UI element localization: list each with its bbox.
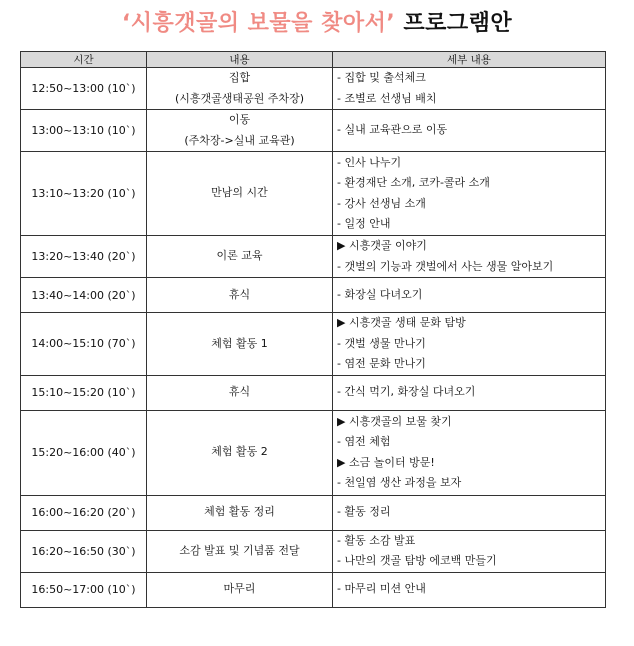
detail-line: - 일정 안내: [337, 217, 391, 230]
time-cell: 13:40~14:00 (20`): [21, 278, 147, 313]
schedule-table: [20, 51, 606, 608]
detail-cell: [333, 152, 606, 236]
content-cell: [147, 110, 333, 152]
content-cell: [147, 313, 333, 376]
header-row: [21, 52, 606, 68]
detail-line: - 실내 교육관으로 이동: [337, 123, 448, 137]
detail-line: - 염전 문화 만나기: [337, 357, 426, 370]
table-row: [21, 495, 606, 530]
content-line: 체험 활동 정리: [204, 505, 275, 519]
detail-line: - 염전 체험: [337, 435, 391, 448]
content-cell: [147, 278, 333, 313]
content-cell: [147, 152, 333, 236]
time-cell: 13:20~13:40 (20`): [21, 236, 147, 278]
detail-line: - 활동 소감 발표: [337, 533, 416, 547]
time-cell: 14:00~15:10 (70`): [21, 313, 147, 376]
table-row: [21, 572, 606, 607]
content-line: (시흥갯골생태공원 주차장): [175, 91, 304, 105]
table-row: [21, 410, 606, 495]
content-line: (주차장->실내 교육관): [184, 133, 295, 147]
time-cell: 12:50~13:00 (10`): [21, 68, 147, 110]
content-line: 휴식: [228, 287, 251, 301]
header-details: 세부 내용: [333, 52, 606, 68]
content-cell: [147, 68, 333, 110]
detail-cell: [333, 68, 606, 110]
detail-cell: [333, 375, 606, 410]
detail-cell: [333, 236, 606, 278]
detail-line: - 갯벌의 기능과 갯벌에서 사는 생물 알아보기: [337, 259, 554, 273]
detail-line: - 간식 먹기, 화장실 다녀오기: [337, 385, 476, 399]
content-line: 마무리: [223, 582, 256, 596]
content-line: 이동: [228, 113, 251, 126]
table-row: [21, 530, 606, 572]
detail-line: - 조별로 선생님 배치: [337, 91, 437, 105]
table-row: [21, 152, 606, 236]
content-line: 소감 발표 및 기념품 전달: [179, 543, 300, 557]
title-accent: ‘시흥갯골의 보물을 찾아서’: [121, 11, 396, 36]
content-line: 집합: [228, 71, 251, 84]
time-cell: 13:00~13:10 (10`): [21, 110, 147, 152]
time-cell: 15:10~15:20 (10`): [21, 375, 147, 410]
content-line: 이론 교육: [216, 249, 263, 263]
detail-line: - 마무리 미션 안내: [337, 582, 426, 596]
table-row: [21, 278, 606, 313]
detail-line: ▶ 시흥갯골 생태 문화 탐방: [337, 316, 466, 329]
header-content: 내용: [147, 52, 333, 68]
detail-line: ▶ 시흥갯골의 보물 찾기: [337, 414, 452, 428]
content-cell: [147, 410, 333, 495]
page-title: [0, 6, 634, 37]
content-cell: [147, 236, 333, 278]
content-line: 휴식: [228, 385, 251, 399]
detail-cell: [333, 278, 606, 313]
time-cell: 16:00~16:20 (20`): [21, 495, 147, 530]
content-line: 체험 활동 2: [211, 445, 268, 459]
detail-cell: [333, 110, 606, 152]
detail-line: ▶ 시흥갯골 이야기: [337, 239, 427, 252]
content-cell: [147, 530, 333, 572]
detail-line: - 강사 선생님 소개: [337, 196, 426, 210]
time-cell: 16:20~16:50 (30`): [21, 530, 147, 572]
detail-line: - 환경재단 소개, 코카-콜라 소개: [337, 176, 490, 189]
table-row: [21, 313, 606, 376]
detail-line: - 나만의 갯골 탐방 에코백 만들기: [337, 554, 497, 567]
detail-line: - 집합 및 출석체크: [337, 71, 426, 84]
detail-line: ▶ 소금 놀이터 방문!: [337, 455, 435, 469]
detail-cell: [333, 495, 606, 530]
time-cell: 13:10~13:20 (10`): [21, 152, 147, 236]
content-cell: [147, 375, 333, 410]
content-line: 만남의 시간: [211, 186, 268, 200]
title-plain: 프로그램안: [403, 11, 513, 36]
detail-cell: [333, 313, 606, 376]
time-cell: 15:20~16:00 (40`): [21, 410, 147, 495]
table-row: [21, 68, 606, 110]
detail-line: - 인사 나누기: [337, 155, 402, 169]
detail-line: - 갯벌 생물 만나기: [337, 336, 426, 350]
table-row: [21, 110, 606, 152]
header-time: 시간: [21, 52, 147, 68]
table-row: [21, 236, 606, 278]
content-cell: [147, 495, 333, 530]
detail-cell: [333, 410, 606, 495]
detail-cell: [333, 530, 606, 572]
content-cell: [147, 572, 333, 607]
detail-line: - 활동 정리: [337, 505, 391, 519]
time-cell: 16:50~17:00 (10`): [21, 572, 147, 607]
detail-line: - 화장실 다녀오기: [337, 287, 423, 301]
detail-line: - 천일염 생산 과정을 보자: [337, 476, 462, 489]
table-row: [21, 375, 606, 410]
detail-cell: [333, 572, 606, 607]
schedule-body: [21, 68, 606, 608]
content-line: 체험 활동 1: [211, 336, 268, 350]
